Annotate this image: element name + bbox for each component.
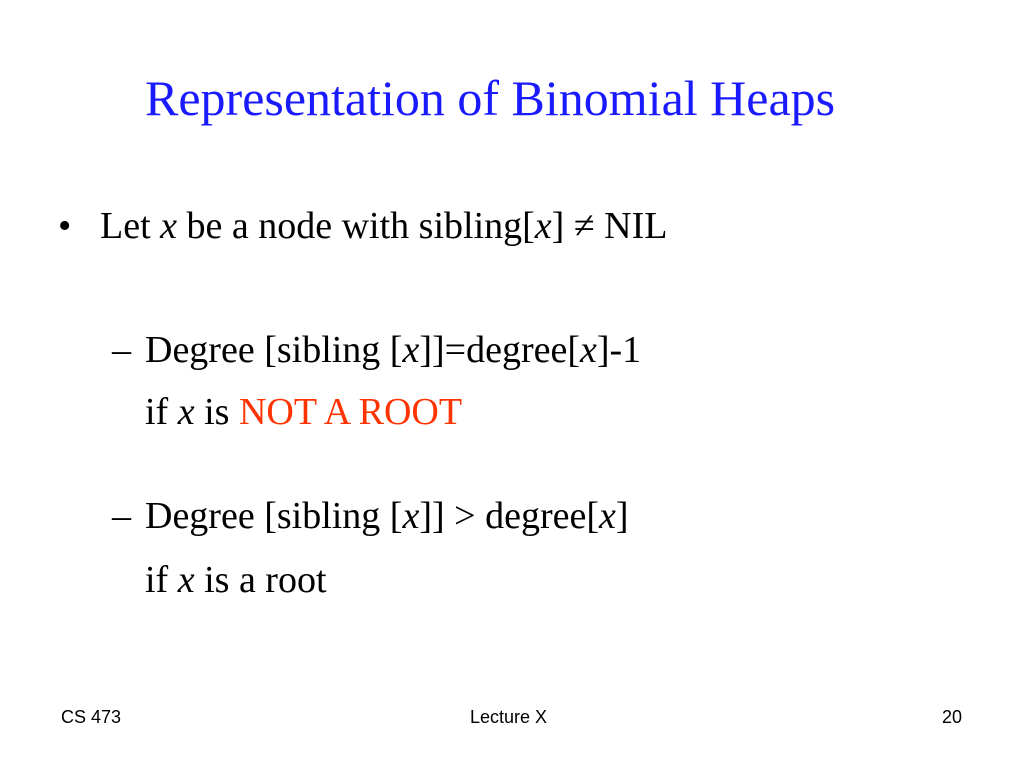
var-x: x (599, 495, 616, 537)
sub-item-dash: – (112, 495, 131, 537)
bullet-text (100, 203, 668, 249)
text-segment: ] (615, 495, 629, 537)
text-segment: is (194, 391, 239, 433)
text-segment: if (145, 559, 178, 601)
bullet-icon: • (58, 205, 72, 247)
slide-title: Representation of Binomial Heaps (145, 70, 836, 126)
var-x: x (580, 329, 597, 371)
sub-item-2-line-2 (145, 557, 327, 603)
var-x: x (402, 495, 420, 537)
footer-course: CS 473 (61, 707, 122, 727)
sub-item-2-line-1 (145, 493, 629, 539)
sub-item-dash: – (112, 329, 131, 371)
highlight-not-a-root: NOT A ROOT (238, 391, 463, 433)
bullet-text-mid: be a node with sibling[ (177, 205, 535, 247)
footer-page-number: 20 (942, 707, 963, 727)
text-segment: Degree [sibling [ (145, 329, 403, 371)
var-x: x (177, 559, 195, 601)
text-segment: ]]=degree[ (419, 329, 580, 371)
text-segment: if (145, 391, 178, 433)
bullet-var-x: x (160, 205, 178, 247)
var-x: x (402, 329, 420, 371)
footer-lecture: Lecture X (470, 707, 548, 727)
sub-item-1-line-2 (145, 389, 462, 435)
bullet-text-post: ] ≠ NIL (551, 205, 668, 247)
text-segment: ]] > degree[ (419, 495, 599, 537)
text-segment: Degree [sibling [ (145, 495, 403, 537)
bullet-text-pre: Let (100, 205, 161, 247)
var-x: x (177, 391, 195, 433)
text-segment: ]-1 (596, 329, 642, 371)
bullet-var-x: x (534, 205, 552, 247)
sub-item-1-line-1 (145, 327, 641, 373)
text-segment: is a root (194, 559, 327, 601)
